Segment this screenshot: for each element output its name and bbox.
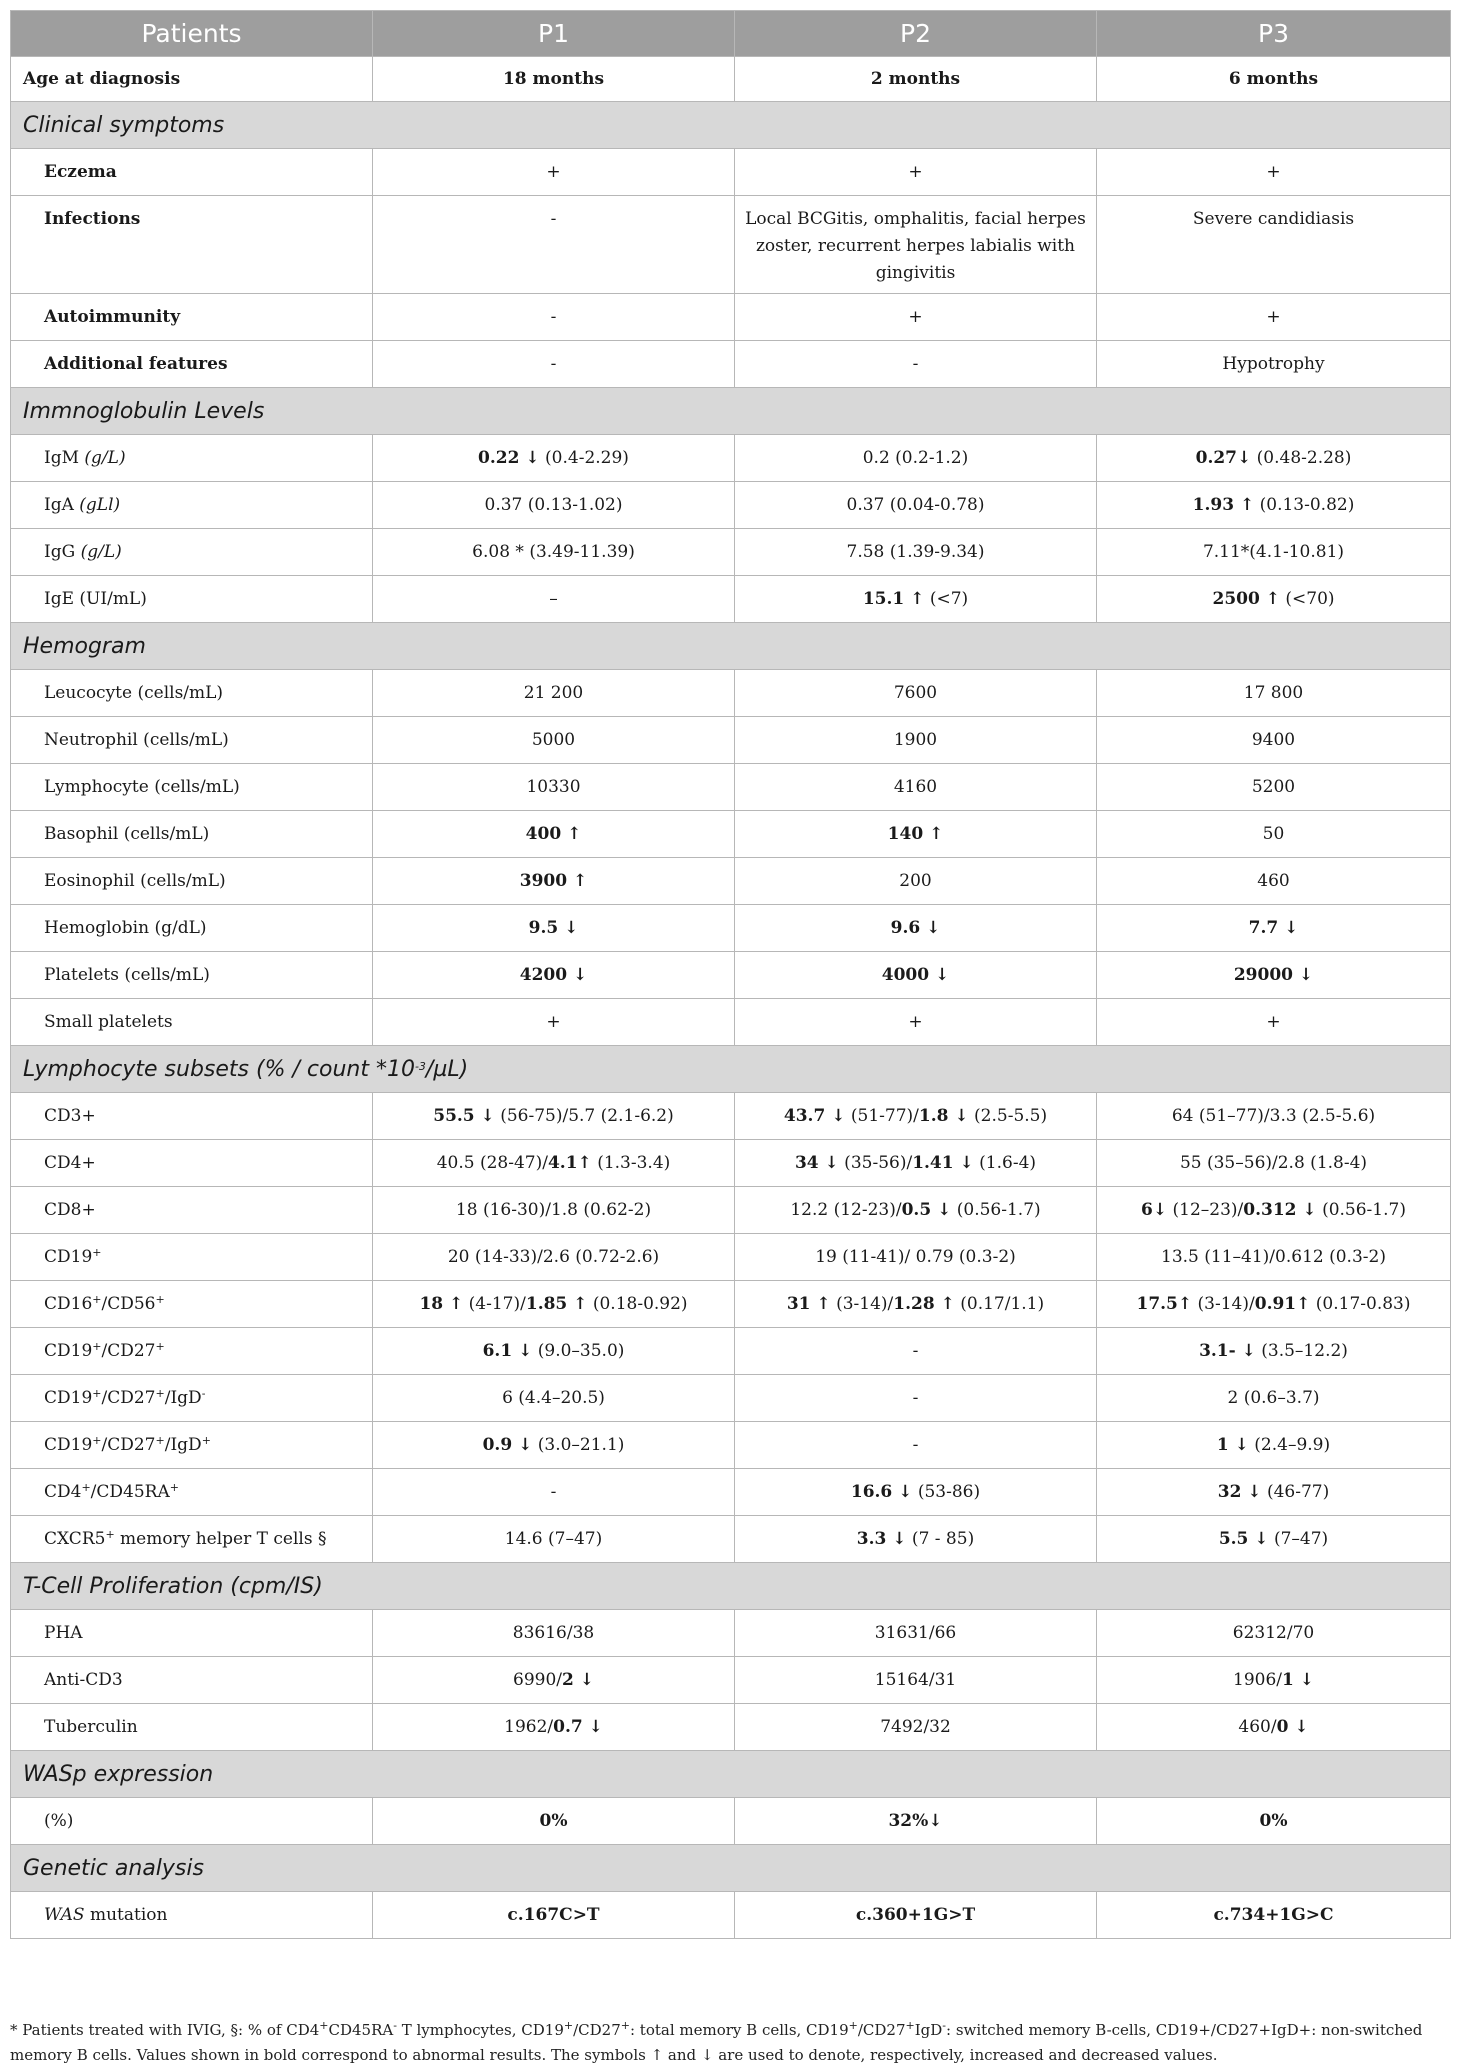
table-row [11,1610,1451,1657]
cell-p1: 4200 ↓ [373,952,735,999]
row-label: WAS mutation [11,1892,373,1939]
table-row [11,294,1451,341]
cell-p1: 1962/0.7 ↓ [373,1704,735,1751]
cell-p1: 14.6 (7–47) [373,1516,735,1563]
cell-p1: 400 ↑ [373,811,735,858]
table-row [11,482,1451,529]
row-label: Hemoglobin (g/dL) [11,905,373,952]
cell-p3: + [1097,149,1451,196]
row-label: Autoimmunity [11,294,373,341]
section-title: Immnoglobulin Levels [11,388,1451,435]
section-title: Hemogram [11,623,1451,670]
cell-p3: 9400 [1097,717,1451,764]
table-row [11,1234,1451,1281]
table-row [11,1516,1451,1563]
table-row [11,1469,1451,1516]
cell-p1: - [373,294,735,341]
cell-p3: 13.5 (11–41)/0.612 (0.3-2) [1097,1234,1451,1281]
table-row [11,435,1451,482]
cell-p2: 9.6 ↓ [735,905,1097,952]
age-row [11,57,1451,102]
cell-p3: 460 [1097,858,1451,905]
table-row [11,196,1451,294]
cell-p2: 43.7 ↓ (51-77)/1.8 ↓ (2.5-5.5) [735,1093,1097,1140]
cell-p2: 0.2 (0.2-1.2) [735,435,1097,482]
cell-p1: 9.5 ↓ [373,905,735,952]
cell-p1: - [373,196,735,294]
row-label: IgG (g/L) [11,529,373,576]
cell-p1: 6.08 * (3.49-11.39) [373,529,735,576]
cell-p3: 17.5↑ (3-14)/0.91↑ (0.17-0.83) [1097,1281,1451,1328]
cell-p3: 50 [1097,811,1451,858]
cell-p2: 31 ↑ (3-14)/1.28 ↑ (0.17/1.1) [735,1281,1097,1328]
table-row [11,1657,1451,1704]
cell-p2: 4000 ↓ [735,952,1097,999]
table-container [10,10,1450,1939]
header-patients: Patients [11,11,373,57]
row-label: CD8+ [11,1187,373,1234]
table-row [11,149,1451,196]
section-title: Genetic analysis [11,1845,1451,1892]
cell-p3: 7.11*(4.1-10.81) [1097,529,1451,576]
cell-p2: 7.58 (1.39-9.34) [735,529,1097,576]
row-label: Infections [11,196,373,294]
cell-p3: 0% [1097,1798,1451,1845]
table-row [11,905,1451,952]
row-label: Anti-CD3 [11,1657,373,1704]
cell-p1: 21 200 [373,670,735,717]
cell-p1: 5000 [373,717,735,764]
cell-p2: 7492/32 [735,1704,1097,1751]
row-label: Leucocyte (cells/mL) [11,670,373,717]
section-header [11,388,1451,435]
row-label: Eczema [11,149,373,196]
header-row [11,11,1451,57]
row-label: PHA [11,1610,373,1657]
cell-p3: 2500 ↑ (<70) [1097,576,1451,623]
cell-p2: 32%↓ [735,1798,1097,1845]
cell-p1: 3900 ↑ [373,858,735,905]
cell-p3: 1906/1 ↓ [1097,1657,1451,1704]
table-row [11,952,1451,999]
row-label: CD4+/CD45RA+ [11,1469,373,1516]
cell-p2: 19 (11-41)/ 0.79 (0.3-2) [735,1234,1097,1281]
cell-p2: Local BCGitis, omphalitis, facial herpes zoster, recurrent herpes labialis with gingivitis [735,196,1097,294]
table-row [11,1187,1451,1234]
section-title: T-Cell Proliferation (cpm/IS) [11,1563,1451,1610]
row-label: CD19+/CD27+ [11,1328,373,1375]
cell-p3: 460/0 ↓ [1097,1704,1451,1751]
table-row [11,1093,1451,1140]
cell-p1: - [373,1469,735,1516]
section-header [11,1751,1451,1798]
row-label: Eosinophil (cells/mL) [11,858,373,905]
cell-p1: c.167C>T [373,1892,735,1939]
table-row [11,717,1451,764]
cell-p3: 1 ↓ (2.4–9.9) [1097,1422,1451,1469]
cell-p3: 3.1- ↓ (3.5–12.2) [1097,1328,1451,1375]
row-label: IgE (UI/mL) [11,576,373,623]
cell-p2: 15.1 ↑ (<7) [735,576,1097,623]
table-row [11,1798,1451,1845]
cell-p3: 62312/70 [1097,1610,1451,1657]
cell-p2: 34 ↓ (35-56)/1.41 ↓ (1.6-4) [735,1140,1097,1187]
cell-p2: - [735,1328,1097,1375]
age-p2: 2 months [735,57,1097,102]
cell-p3: 5200 [1097,764,1451,811]
cell-p2: c.360+1G>T [735,1892,1097,1939]
cell-p1: + [373,999,735,1046]
cell-p2: - [735,1422,1097,1469]
cell-p3: 2 (0.6–3.7) [1097,1375,1451,1422]
cell-p2: 12.2 (12-23)/0.5 ↓ (0.56-1.7) [735,1187,1097,1234]
section-header [11,102,1451,149]
header-p2: P2 [735,11,1097,57]
cell-p3: 64 (51–77)/3.3 (2.5-5.6) [1097,1093,1451,1140]
section-header [11,1563,1451,1610]
table-row [11,999,1451,1046]
row-label: Small platelets [11,999,373,1046]
cell-p3: + [1097,999,1451,1046]
cell-p1: 20 (14-33)/2.6 (0.72-2.6) [373,1234,735,1281]
cell-p3: 29000 ↓ [1097,952,1451,999]
table-row [11,1140,1451,1187]
cell-p3: 6↓ (12–23)/0.312 ↓ (0.56-1.7) [1097,1187,1451,1234]
row-label: IgA (gLl) [11,482,373,529]
section-title: Clinical symptoms [11,102,1451,149]
cell-p1: 6.1 ↓ (9.0–35.0) [373,1328,735,1375]
table-row [11,1328,1451,1375]
table-row [11,858,1451,905]
header-p1: P1 [373,11,735,57]
cell-p1: 18 ↑ (4-17)/1.85 ↑ (0.18-0.92) [373,1281,735,1328]
cell-p1: 18 (16-30)/1.8 (0.62-2) [373,1187,735,1234]
cell-p3: + [1097,294,1451,341]
cell-p1: - [373,341,735,388]
table-row [11,811,1451,858]
table-row [11,1422,1451,1469]
row-label: CD4+ [11,1140,373,1187]
cell-p1: 6990/2 ↓ [373,1657,735,1704]
cell-p3: 55 (35–56)/2.8 (1.8-4) [1097,1140,1451,1187]
cell-p3: 7.7 ↓ [1097,905,1451,952]
table-row [11,1375,1451,1422]
cell-p2: + [735,149,1097,196]
cell-p3: 32 ↓ (46-77) [1097,1469,1451,1516]
cell-p1: 0.9 ↓ (3.0–21.1) [373,1422,735,1469]
cell-p3: c.734+1G>C [1097,1892,1451,1939]
cell-p2: - [735,341,1097,388]
cell-p1: 0% [373,1798,735,1845]
cell-p2: 7600 [735,670,1097,717]
cell-p1: 55.5 ↓ (56-75)/5.7 (2.1-6.2) [373,1093,735,1140]
cell-p3: 0.27↓ (0.48-2.28) [1097,435,1451,482]
table-row [11,670,1451,717]
cell-p1: 10330 [373,764,735,811]
cell-p1: 0.22 ↓ (0.4-2.29) [373,435,735,482]
age-label: Age at diagnosis [11,57,373,102]
table-row [11,529,1451,576]
cell-p3: Severe candidiasis [1097,196,1451,294]
cell-p2: 16.6 ↓ (53-86) [735,1469,1097,1516]
row-label: CXCR5+ memory helper T cells § [11,1516,373,1563]
section-header [11,623,1451,670]
cell-p1: 0.37 (0.13-1.02) [373,482,735,529]
cell-p1: – [373,576,735,623]
row-label: Basophil (cells/mL) [11,811,373,858]
row-label: Neutrophil (cells/mL) [11,717,373,764]
section-header [11,1845,1451,1892]
age-p1: 18 months [373,57,735,102]
row-label: CD3+ [11,1093,373,1140]
table-row [11,576,1451,623]
cell-p2: 140 ↑ [735,811,1097,858]
section-title: Lymphocyte subsets (% / count $*10^{-3}/\mu L$) [11,1046,1451,1093]
row-label: (%) [11,1798,373,1845]
cell-p1: + [373,149,735,196]
cell-p3: 5.5 ↓ (7–47) [1097,1516,1451,1563]
cell-p2: - [735,1375,1097,1422]
cell-p1: 40.5 (28-47)/4.1↑ (1.3-3.4) [373,1140,735,1187]
table-row [11,341,1451,388]
patient-data-table [10,10,1451,1939]
age-p3: 6 months [1097,57,1451,102]
cell-p2: 0.37 (0.04-0.78) [735,482,1097,529]
table-row [11,1704,1451,1751]
row-label: CD19+/CD27+/IgD- [11,1375,373,1422]
cell-p3: Hypotrophy [1097,341,1451,388]
cell-p2: 3.3 ↓ (7 - 85) [735,1516,1097,1563]
cell-p2: 1900 [735,717,1097,764]
table-row [11,764,1451,811]
cell-p2: 15164/31 [735,1657,1097,1704]
row-label: CD16+/CD56+ [11,1281,373,1328]
row-label: IgM (g/L) [11,435,373,482]
cell-p2: 4160 [735,764,1097,811]
section-title: WASp expression [11,1751,1451,1798]
row-label: CD19+/CD27+/IgD+ [11,1422,373,1469]
table-row [11,1281,1451,1328]
row-label: Tuberculin [11,1704,373,1751]
cell-p2: 31631/66 [735,1610,1097,1657]
cell-p3: 1.93 ↑ (0.13-0.82) [1097,482,1451,529]
row-label: CD19+ [11,1234,373,1281]
cell-p1: 83616/38 [373,1610,735,1657]
section-header [11,1046,1451,1093]
row-label: Lymphocyte (cells/mL) [11,764,373,811]
cell-p3: 17 800 [1097,670,1451,717]
cell-p1: 6 (4.4–20.5) [373,1375,735,1422]
cell-p2: + [735,294,1097,341]
cell-p2: 200 [735,858,1097,905]
table-footnote: * Patients treated with IVIG, §: % of CD4+CD45RA- T lymphocytes, CD19+/CD27+: total memory B cells, CD19+/CD27+IgD-: switched memory B-cells, CD19+/CD27+IgD+: non-switched memory B cells. Values shown in bold correspond to abnormal results. The symbols ↑ and ↓ are used to denote, respectively, increased and decreased values. [10,2019,1423,2064]
table-row [11,1892,1451,1939]
row-label: Additional features [11,341,373,388]
row-label: Platelets (cells/mL) [11,952,373,999]
cell-p2: + [735,999,1097,1046]
header-p3: P3 [1097,11,1451,57]
